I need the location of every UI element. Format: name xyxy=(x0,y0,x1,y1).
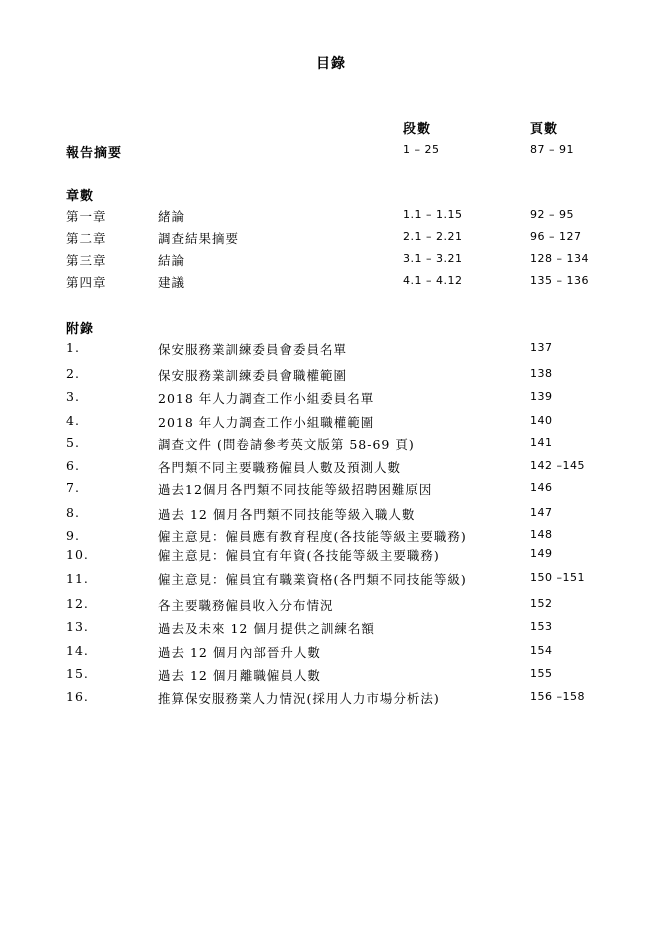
appendix-pages: 141 xyxy=(530,436,553,449)
chapter-title: 建議 xyxy=(158,275,186,290)
appendix-pages: 155 xyxy=(530,667,553,680)
appendix-number: 10. xyxy=(66,547,89,562)
appendix-number: 15. xyxy=(66,666,89,681)
appendix-pages: 153 xyxy=(530,620,553,633)
appendix-title: 2018 年人力調查工作小組委員名單 xyxy=(158,391,375,406)
summary-label: 報告摘要 xyxy=(66,146,123,161)
appendix-number: 1. xyxy=(66,340,80,355)
appendix-title: 過去及未來 12 個月提供之訓練名額 xyxy=(158,621,375,636)
appendix-title: 過去 12 個月內部晉升人數 xyxy=(158,645,321,660)
chapter-label: 第四章 xyxy=(66,275,107,290)
appendix-pages: 150 –151 xyxy=(530,571,585,584)
chapter-label: 第二章 xyxy=(66,231,107,246)
appendix-pages: 142 –145 xyxy=(530,459,585,472)
appendix-number: 16. xyxy=(66,689,89,704)
appendix-title: 各門類不同主要職務僱員人數及預測人數 xyxy=(158,460,402,475)
appendix-title: 僱主意見：僱員宜有職業資格(各門類不同技能等級) xyxy=(158,572,467,587)
page-title: 目錄 xyxy=(316,56,346,72)
column-header-pages: 頁數 xyxy=(530,122,559,137)
appendix-number: 7. xyxy=(66,480,80,495)
appendix-number: 12. xyxy=(66,596,89,611)
chapters-heading: 章數 xyxy=(66,189,95,204)
appendix-pages: 156 –158 xyxy=(530,690,585,703)
appendix-number: 3. xyxy=(66,389,80,404)
appendix-pages: 147 xyxy=(530,506,553,519)
appendix-pages: 137 xyxy=(530,341,553,354)
appendix-number: 4. xyxy=(66,413,80,428)
chapter-title: 調查結果摘要 xyxy=(158,231,240,246)
chapter-label: 第三章 xyxy=(66,253,107,268)
appendix-number: 9. xyxy=(66,528,80,543)
chapter-paragraphs: 1.1 – 1.15 xyxy=(403,208,463,221)
appendix-pages: 146 xyxy=(530,481,553,494)
appendices-heading: 附錄 xyxy=(66,322,95,337)
appendix-title: 調查文件 (問卷請參考英文版第 58-69 頁) xyxy=(158,437,415,452)
appendix-pages: 152 xyxy=(530,597,553,610)
chapter-pages: 135 – 136 xyxy=(530,274,589,287)
appendix-pages: 149 xyxy=(530,547,553,560)
column-header-paragraphs: 段數 xyxy=(403,122,432,137)
chapter-label: 第一章 xyxy=(66,209,107,224)
chapter-paragraphs: 3.1 – 3.21 xyxy=(403,252,463,265)
appendix-number: 13. xyxy=(66,619,89,634)
appendix-number: 14. xyxy=(66,643,89,658)
appendix-title: 過去 12 個月各門類不同技能等級入職人數 xyxy=(158,507,416,522)
appendix-title: 保安服務業訓練委員會委員名單 xyxy=(158,342,348,357)
appendix-pages: 148 xyxy=(530,528,553,541)
summary-paragraphs: 1 – 25 xyxy=(403,143,440,156)
appendix-title: 保安服務業訓練委員會職權範圍 xyxy=(158,368,348,383)
chapter-paragraphs: 2.1 – 2.21 xyxy=(403,230,463,243)
appendix-number: 5. xyxy=(66,435,80,450)
appendix-number: 8. xyxy=(66,505,80,520)
chapter-paragraphs: 4.1 – 4.12 xyxy=(403,274,463,287)
appendix-number: 6. xyxy=(66,458,80,473)
appendix-title: 僱主意見：僱員宜有年資(各技能等級主要職務) xyxy=(158,548,440,563)
appendix-pages: 154 xyxy=(530,644,553,657)
appendix-title: 過去 12 個月離職僱員人數 xyxy=(158,668,321,683)
appendix-pages: 140 xyxy=(530,414,553,427)
appendix-title: 過去12個月各門類不同技能等級招聘困難原因 xyxy=(158,482,433,497)
appendix-title: 推算保安服務業人力情況(採用人力市場分析法) xyxy=(158,691,440,706)
chapter-title: 緒論 xyxy=(158,209,186,224)
summary-pages: 87 – 91 xyxy=(530,143,574,156)
chapter-title: 結論 xyxy=(158,253,186,268)
chapter-pages: 96 – 127 xyxy=(530,230,582,243)
appendix-number: 11. xyxy=(66,571,89,586)
appendix-number: 2. xyxy=(66,366,80,381)
appendix-pages: 138 xyxy=(530,367,553,380)
appendix-pages: 139 xyxy=(530,390,553,403)
appendix-title: 各主要職務僱員收入分布情況 xyxy=(158,598,334,613)
chapter-pages: 128 – 134 xyxy=(530,252,589,265)
chapter-pages: 92 – 95 xyxy=(530,208,574,221)
appendix-title: 僱主意見：僱員應有教育程度(各技能等級主要職務) xyxy=(158,529,467,544)
appendix-title: 2018 年人力調查工作小組職權範圍 xyxy=(158,415,375,430)
